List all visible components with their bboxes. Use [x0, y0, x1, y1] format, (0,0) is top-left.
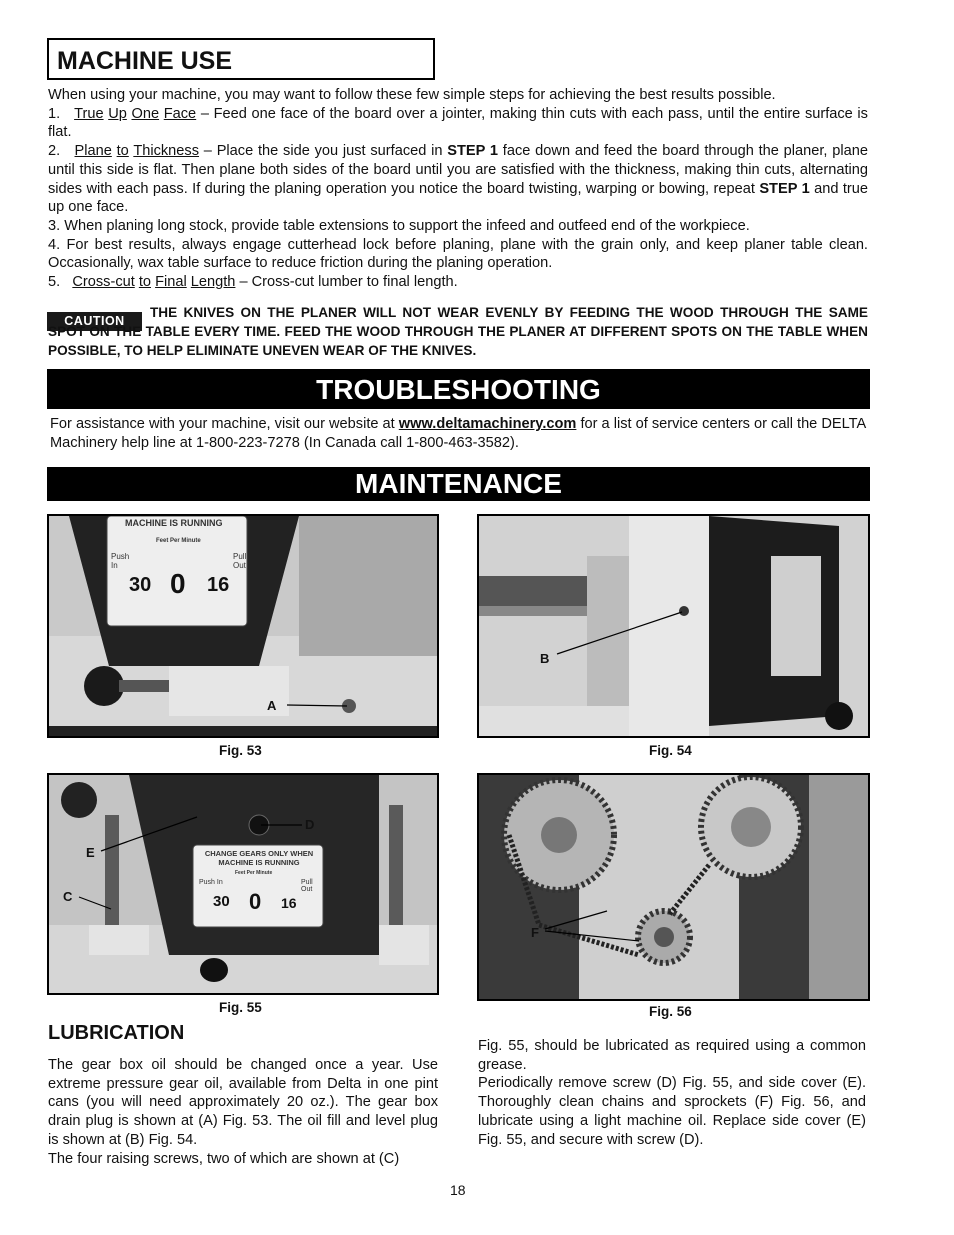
fig-54-caption: Fig. 54 — [649, 743, 692, 758]
fig-53-push: Push In — [111, 552, 130, 570]
fig-55-label-top: CHANGE GEARS ONLY WHEN MACHINE IS RUNNING — [204, 849, 314, 867]
fig-56-callout-f: F — [531, 925, 539, 940]
fig-53-caption: Fig. 53 — [219, 743, 262, 758]
fig-53-value-16: 16 — [207, 574, 230, 596]
step-3: 3. When planing long stock, provide table extensions to support the infeed and outfeed end of the workpiece. — [48, 217, 750, 234]
fig-53-value-0: 0 — [170, 568, 186, 599]
caution-badge: CAUTION — [47, 312, 142, 331]
fig-54-photo — [477, 514, 870, 738]
lubrication-right-column — [478, 1037, 866, 1149]
page-number: 18 — [450, 1182, 466, 1198]
fig-53-value-30: 30 — [129, 574, 152, 596]
fig-55-callout-d: D — [305, 817, 315, 832]
caution-text: THE KNIVES ON THE PLANER WILL NOT WEAR EVENLY BY FEEDING THE WOOD THROUGH THE SAME SPOT ON THE TABLE EVERY TIME. FEED THE WOOD THROUGH THE PLANER AT DIFFERENT SPOTS ON THE TABLE WHEN POSSIBLE, TO HELP ELIMINATE UNEVEN WEAR OF THE KNIVES. — [48, 305, 868, 358]
lubrication-paragraph-4: Periodically remove screw (D) Fig. 55, and side cover (E). Thoroughly clean chains and sprockets (F) Fig. 56, and lubricate using a light machine oil. Replace side cover (E) Fig. 55, and secure with screw (D). — [478, 1075, 866, 1148]
maintenance-heading: MAINTENANCE — [47, 467, 870, 501]
fig-56-photo — [477, 773, 870, 1001]
fig-56-caption: Fig. 56 — [649, 1004, 692, 1019]
fig-55-callout-e: E — [86, 845, 95, 860]
fig-53-pull: Pull Out — [233, 552, 247, 570]
fig-54-callout-b: B — [540, 651, 550, 666]
fig-53-label-top: MACHINE IS RUNNING — [125, 518, 223, 528]
fig-55-value-16: 16 — [281, 895, 297, 911]
lubrication-paragraph-1: The gear box oil should be changed once a year. Use extreme pressure gear oil, available from Delta in one pint cans (you will need approximately 20 oz.). The gear box drain plug is shown at (A) Fig. 53. The oil fill and level plug is shown at (B) Fig. 54. — [48, 1057, 438, 1148]
machine-use-heading-box — [47, 38, 435, 80]
fig-53-callout-line — [49, 516, 439, 738]
troubleshooting-text: For assistance with your machine, visit our website at www.deltamachinery.com for a list of service centers or call the DELTA Machinery help line at 1-800-223-7278 (In Canada call 1-800-463-3582). — [50, 416, 866, 451]
fig-53-photo — [47, 514, 439, 738]
fig-55-value-0: 0 — [249, 889, 262, 914]
fig-55-photo — [47, 773, 439, 995]
step-1: 1. True Up One Face – Feed one face of the board over a jointer, making thin cuts with each pass, until the entire surface is flat. — [48, 105, 868, 141]
intro-text: When using your machine, you may want to follow these few simple steps for achieving the best results possible. — [48, 87, 776, 103]
fig-54-callout-line — [479, 516, 870, 738]
lubrication-paragraph-3: Fig. 55, should be lubricated as required using a common grease. — [478, 1038, 866, 1073]
website-link[interactable]: www.deltamachinery.com — [398, 416, 577, 432]
step-2: 2. Plane to Thickness – Place the side you just surfaced in STEP 1 face down and feed the board through the planer, plane until this side is flat. Then plane both sides of the board until you are satisfied with the thickness, making thin cuts, alternating sides with each pass. If during the planing operation you notice the board twisting, warping or bowing, repeat STEP 1 and true up one face. — [48, 143, 868, 216]
fig-53-label-fpm: Feet Per Minute — [156, 538, 201, 544]
lubrication-paragraph-2: The four raising screws, two of which are shown at (C) — [48, 1150, 400, 1167]
fig-55-caption: Fig. 55 — [219, 1000, 262, 1015]
fig-55-push: Push In — [199, 879, 223, 886]
troubleshooting-heading: TROUBLESHOOTING — [47, 369, 870, 409]
fig-56-callout-lines — [479, 775, 870, 1001]
lubrication-heading: LUBRICATION — [48, 1022, 185, 1044]
lubrication-left-column — [48, 1056, 438, 1168]
fig-53-callout-a: A — [267, 698, 277, 713]
machine-use-body — [48, 86, 868, 292]
fig-55-pull: Pull Out — [301, 879, 313, 893]
fig-55-value-30: 30 — [213, 893, 230, 910]
fig-55-callout-c: C — [63, 889, 73, 904]
machine-use-title: MACHINE USE — [57, 47, 233, 75]
step-5: 5. Cross-cut to Final Length – Cross-cut lumber to final length. — [48, 274, 458, 291]
fig-55-callout-lines — [49, 775, 439, 995]
fig-55-label-fpm: Feet Per Minute — [235, 870, 273, 876]
step-4: 4. For best results, always engage cutterhead lock before planing, plane with the grain only, and keep planer table clean. Occasionally, wax table surface to reduce friction during the planing operation. — [48, 236, 868, 272]
